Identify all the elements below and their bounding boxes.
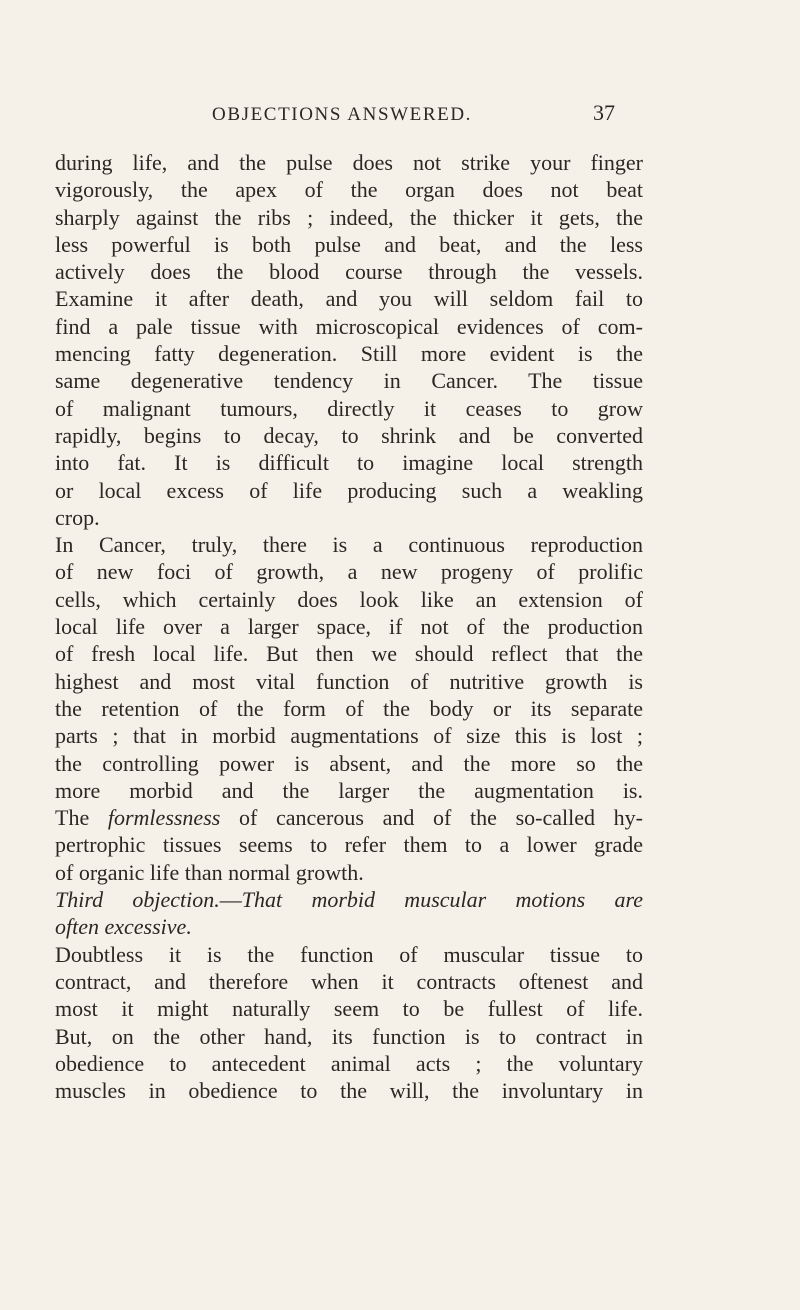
text-line: during life, and the pulse does not strike your finger <box>55 150 643 175</box>
emphasis-formlessness: formlessness <box>107 805 221 831</box>
text-fragment: of cancerous and of the so-called hy- <box>220 805 643 831</box>
text-line: cells, which certainly does look like an extension of <box>55 586 643 612</box>
text-line: more morbid and the larger the augmentation is. <box>55 777 643 803</box>
paragraph-4 <box>55 941 643 1105</box>
text-line: into fat. It is difficult to imagine local strength <box>55 450 643 476</box>
text-line: local life over a larger space, if not of the production <box>55 614 643 640</box>
text-line: Examine it after death, and you will seldom fail to <box>55 286 643 312</box>
text-line: vigorously, the apex of the organ does not beat <box>55 177 643 203</box>
text-fragment: The <box>55 805 108 831</box>
text-line: But, on the other hand, its function is to contract in <box>55 1023 643 1049</box>
text-line: pertrophic tissues seems to refer them to a lower grade <box>55 832 643 858</box>
objection-text: That morbid muscular motions are <box>241 887 643 913</box>
text-line: find a pale tissue with microscopical evidences of com- <box>55 313 643 339</box>
text-line: parts ; that in morbid augmentations of size this is lost ; <box>55 723 643 749</box>
objection-label: Third objection. <box>55 887 220 913</box>
text-line: the controlling power is absent, and the more so the <box>55 750 643 776</box>
text-line-formlessness <box>55 804 643 831</box>
text-line: actively does the blood course through the vessels. <box>55 259 643 285</box>
objection-heading <box>55 886 643 941</box>
paragraph-2 <box>55 531 643 804</box>
paragraph-1 <box>55 149 643 531</box>
text-line: the retention of the form of the body or its separate <box>55 695 643 721</box>
text-line: muscles in obedience to the will, the involuntary in <box>55 1078 643 1104</box>
body-text <box>55 149 643 1104</box>
objection-text-end: often excessive. <box>55 914 192 940</box>
running-head <box>0 100 800 140</box>
objection-dash: — <box>219 887 242 913</box>
text-line: Doubtless it is the function of muscular tissue to <box>55 941 643 967</box>
text-line: mencing fatty degeneration. Still more evident is the <box>55 341 643 367</box>
page-number: 37 <box>593 100 615 125</box>
text-line-objection-end <box>55 913 643 940</box>
paragraph-3 <box>55 804 643 886</box>
running-title: OBJECTIONS ANSWERED. <box>212 104 473 125</box>
text-line: or local excess of life producing such a weakling <box>55 477 643 503</box>
text-line: sharply against the ribs ; indeed, the thicker it gets, the <box>55 204 643 230</box>
text-line: crop. <box>55 504 100 530</box>
text-line: same degenerative tendency in Cancer. The tissue <box>55 368 643 394</box>
text-line: of new foci of growth, a new progeny of prolific <box>55 559 643 585</box>
text-line-objection <box>55 886 643 913</box>
text-line: obedience to antecedent animal acts ; the voluntary <box>55 1050 643 1076</box>
text-line: of malignant tumours, directly it ceases to grow <box>55 395 643 421</box>
text-line: of organic life than normal growth. <box>55 859 364 885</box>
text-line: most it might naturally seem to be fullest of life. <box>55 996 643 1022</box>
text-line: less powerful is both pulse and beat, and the less <box>55 231 643 257</box>
text-line: highest and most vital function of nutritive growth is <box>55 668 643 694</box>
text-line: rapidly, begins to decay, to shrink and be converted <box>55 422 643 448</box>
text-line: of fresh local life. But then we should reflect that the <box>55 641 643 667</box>
text-line: In Cancer, truly, there is a continuous reproduction <box>55 532 643 558</box>
text-line: contract, and therefore when it contracts oftenest and <box>55 968 643 994</box>
